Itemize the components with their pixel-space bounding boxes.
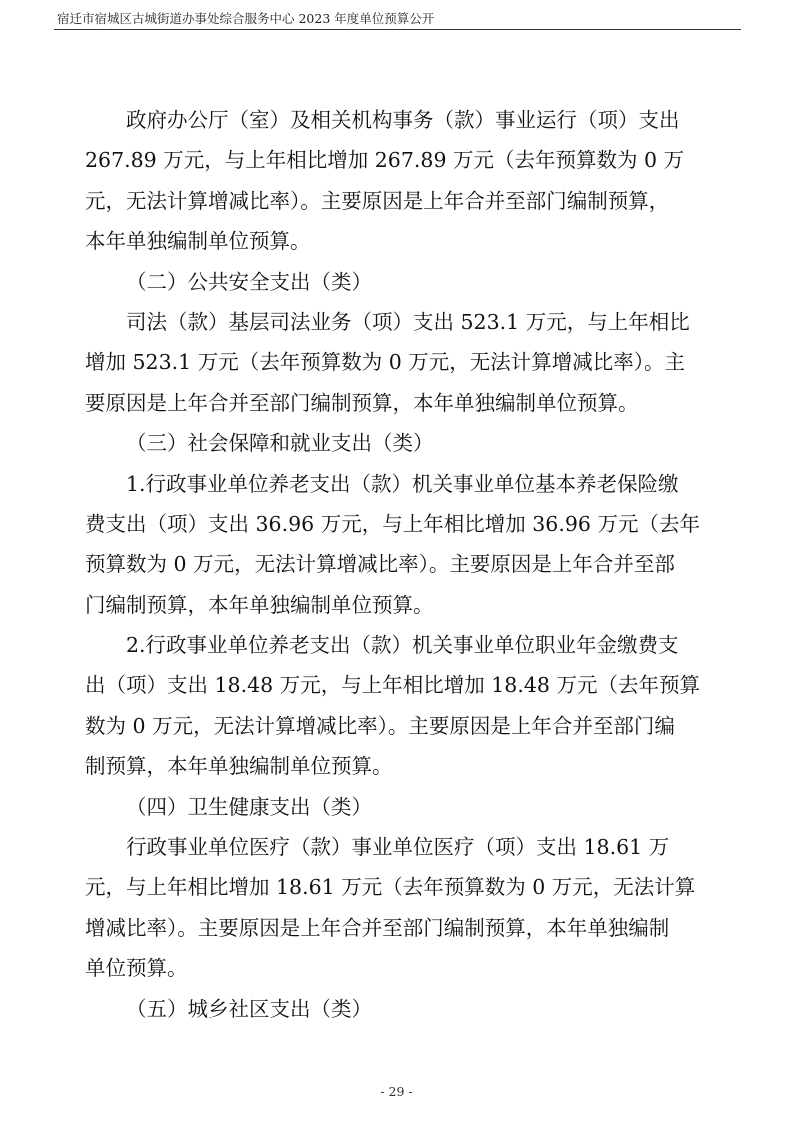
text-line: （五）城乡社区支出（类）	[126, 996, 372, 1021]
text-line: 267.89 万元，与上年相比增加 267.89 万元（去年预算数为 0 万	[85, 148, 685, 173]
page-number: - 29 -	[380, 1084, 413, 1099]
text-line: 元，与上年相比增加 18.61 万元（去年预算数为 0 万元，无法计算	[85, 875, 696, 900]
text-line: 元，无法计算增减比率）。主要原因是上年合并至部门编制预算，	[85, 188, 670, 213]
text-line: 预算数为 0 万元，无法计算增减比率）。主要原因是上年合并至部	[85, 552, 675, 577]
text-line: 数为 0 万元，无法计算增减比率）。主要原因是上年合并至部门编	[85, 713, 675, 738]
text-line: 制预算，本年单独编制单位预算。	[85, 754, 393, 779]
text-line: 增加 523.1 万元（去年预算数为 0 万元，无法计算增减比率）。主	[85, 350, 686, 375]
text-line: 要原因是上年合并至部门编制预算，本年单独编制单位预算。	[85, 390, 639, 415]
text-line: （三）社会保障和就业支出（类）	[126, 431, 434, 456]
text-line: （四）卫生健康支出（类）	[126, 794, 372, 819]
text-line: 1.行政事业单位养老支出（款）机关事业单位基本养老保险缴	[126, 471, 679, 496]
header-rule	[54, 29, 741, 30]
text-line: 2.行政事业单位养老支出（款）机关事业单位职业年金缴费支	[126, 633, 679, 658]
text-line: 行政事业单位医疗（款）事业单位医疗（项）支出 18.61 万	[126, 835, 670, 860]
text-line: 门编制预算，本年单独编制单位预算。	[85, 592, 434, 617]
text-line: （二）公共安全支出（类）	[126, 269, 372, 294]
text-line: 费支出（项）支出 36.96 万元，与上年相比增加 36.96 万元（去年	[85, 511, 700, 536]
body-text	[85, 100, 713, 1029]
text-line: 司法（款）基层司法业务（项）支出 523.1 万元，与上年相比	[126, 309, 690, 334]
text-line: 出（项）支出 18.48 万元，与上年相比增加 18.48 万元（去年预算	[85, 673, 700, 698]
running-header: 宿迁市宿城区古城街道办事处综合服务中心 2023 年度单位预算公开	[57, 11, 435, 26]
text-line: 增减比率）。主要原因是上年合并至部门编制预算，本年单独编制	[85, 915, 670, 940]
text-line: 单位预算。	[85, 956, 188, 981]
text-line: 政府办公厅（室）及相关机构事务（款）事业运行（项）支出	[126, 108, 680, 132]
text-line: 本年单独编制单位预算。	[85, 229, 311, 254]
